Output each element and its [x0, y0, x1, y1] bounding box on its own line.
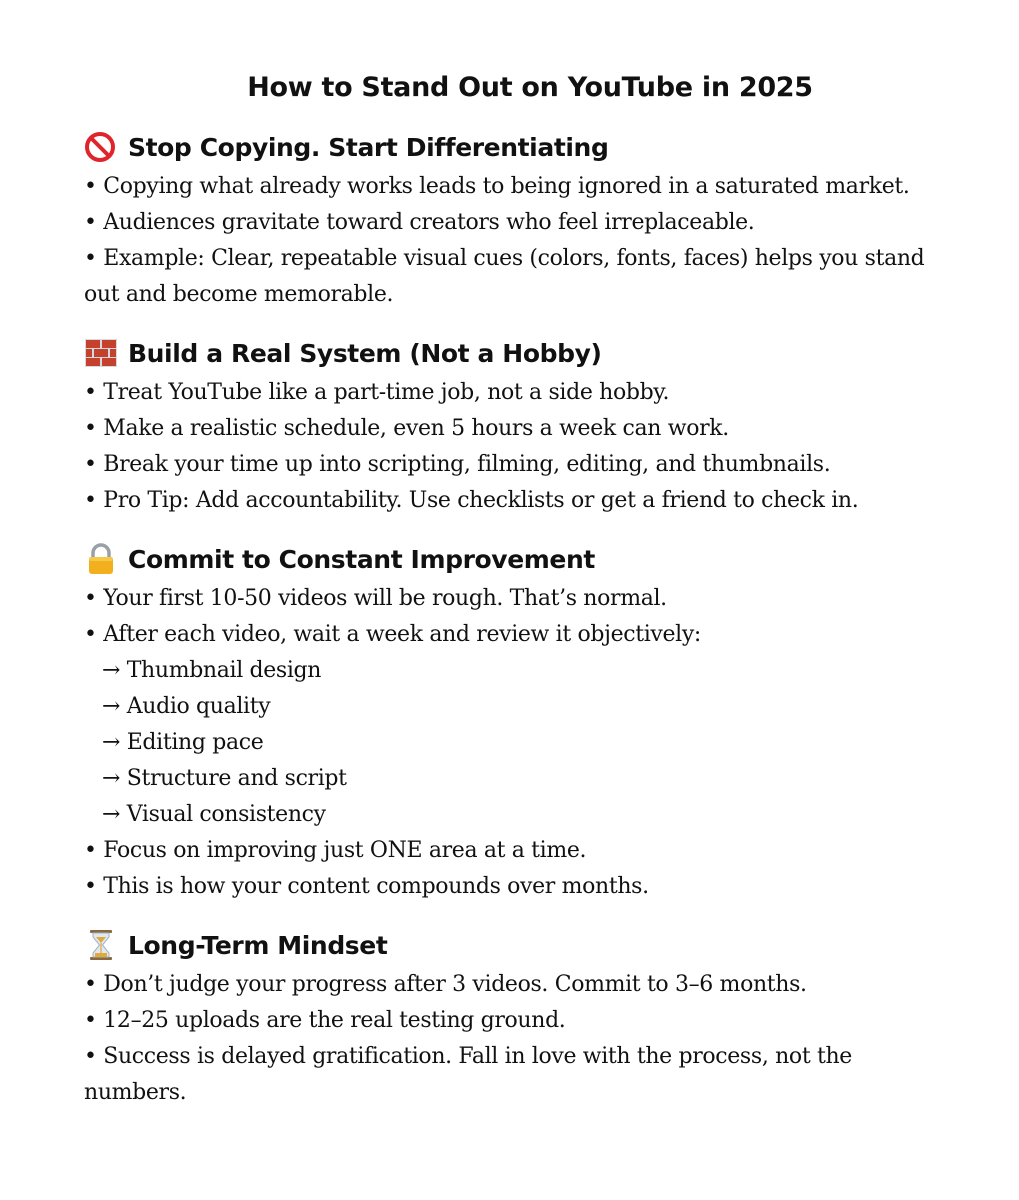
lock-icon [84, 543, 118, 575]
section-heading-text: Long-Term Mindset [128, 930, 388, 960]
section-heading [84, 335, 964, 371]
bullet-line: • Example: Clear, repeatable visual cues (colors, fonts, faces) helps you stand [84, 246, 925, 271]
section-build-system [84, 335, 964, 519]
section-heading [84, 541, 964, 577]
section-heading-text: Commit to Constant Improvement [128, 544, 595, 574]
bullet-line: • Make a realistic schedule, even 5 hours a week can work. [84, 416, 729, 441]
bullet-line: • Focus on improving just ONE area at a time. [84, 838, 587, 863]
bullet-line: • Copying what already works leads to being ignored in a saturated market. [84, 174, 910, 199]
bullet-continuation: out and become memorable. [84, 282, 394, 307]
bullet-line: • Don’t judge your progress after 3 videos. Commit to 3–6 months. [84, 972, 807, 997]
hourglass-icon [84, 929, 118, 961]
bullet-line: • This is how your content compounds over months. [84, 874, 649, 899]
bullet-line: • Your first 10-50 videos will be rough. That’s normal. [84, 586, 667, 611]
bullet-line: • 12–25 uploads are the real testing ground. [84, 1008, 566, 1033]
section-constant-improvement [84, 541, 964, 905]
section-heading-text: Build a Real System (Not a Hobby) [128, 338, 602, 368]
section-heading [84, 927, 964, 963]
bullet-line: • Pro Tip: Add accountability. Use checklists or get a friend to check in. [84, 488, 859, 513]
section-stop-copying [84, 129, 964, 313]
bullet-line: • Audiences gravitate toward creators who feel irreplaceable. [84, 210, 755, 235]
review-item: → Thumbnail design [102, 658, 322, 683]
document-page [84, 72, 964, 1133]
review-item: → Structure and script [102, 766, 347, 791]
review-item: → Visual consistency [102, 802, 326, 827]
review-item: → Editing pace [102, 730, 264, 755]
bullet-line: • Treat YouTube like a part-time job, not a side hobby. [84, 380, 670, 405]
section-long-term-mindset [84, 927, 964, 1111]
bullet-continuation: numbers. [84, 1080, 187, 1105]
brick-icon [84, 337, 118, 369]
bullet-line: • Success is delayed gratification. Fall in love with the process, not the [84, 1044, 852, 1069]
bullet-line: • Break your time up into scripting, filming, editing, and thumbnails. [84, 452, 831, 477]
bullet-line: • After each video, wait a week and review it objectively: [84, 622, 701, 647]
review-item: → Audio quality [102, 694, 271, 719]
section-heading-text: Stop Copying. Start Differentiating [128, 132, 609, 162]
section-heading [84, 129, 964, 165]
no-entry-icon [84, 131, 118, 163]
document-title: How to Stand Out on YouTube in 2025 [247, 72, 813, 103]
